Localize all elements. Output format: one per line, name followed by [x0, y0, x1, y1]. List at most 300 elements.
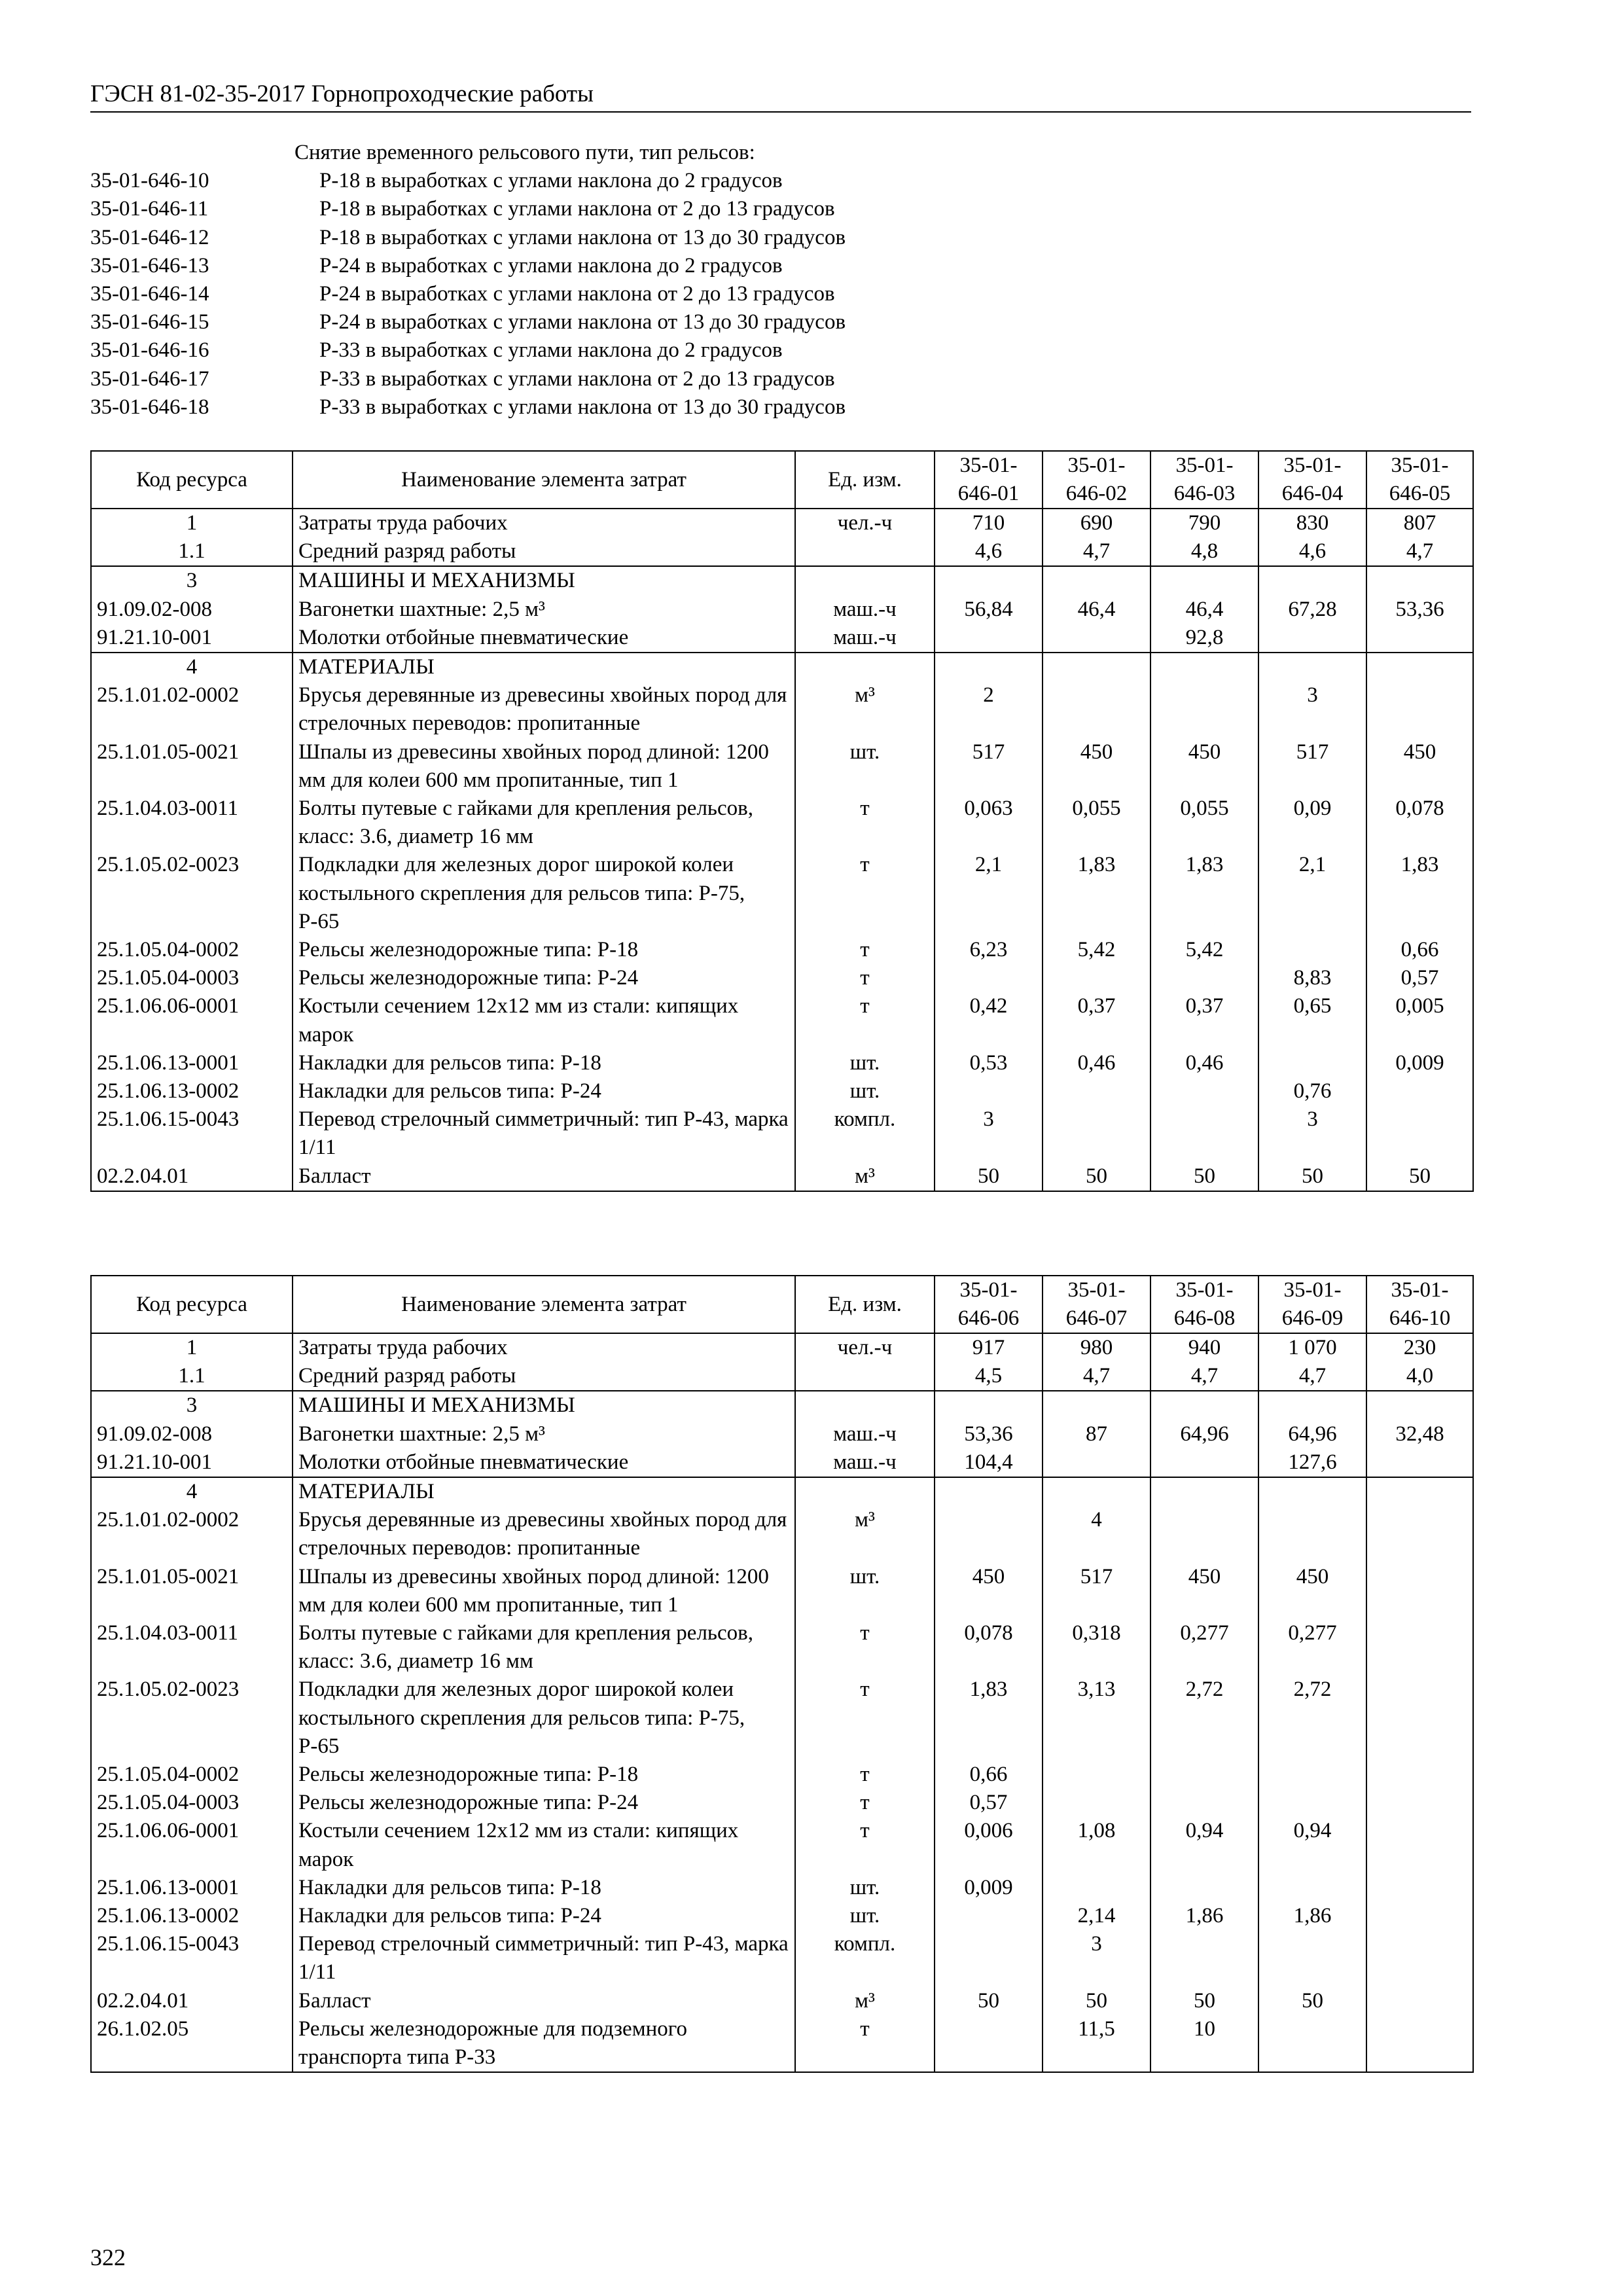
norm-value [1043, 1448, 1150, 1477]
resource-name: Балласт [293, 1162, 795, 1191]
norm-value [1043, 1874, 1150, 1902]
norm-value [1150, 1930, 1258, 1986]
column-header-norm: 35-01- 646-03 [1150, 451, 1258, 509]
norm-value: 517 [935, 738, 1043, 795]
norm-value: 0,063 [935, 795, 1043, 851]
column-header-unit: Ед. изм. [795, 451, 935, 509]
norm-value [1366, 1448, 1473, 1477]
table-row [91, 566, 1473, 595]
resource-code: 25.1.01.02-0002 [91, 681, 293, 738]
norm-value [1043, 653, 1150, 681]
resource-code: 25.1.05.04-0003 [91, 964, 293, 992]
resource-code: 1.1 [91, 537, 293, 566]
resource-name: Накладки для рельсов типа: Р-18 [293, 1049, 795, 1077]
table-row [91, 1789, 1473, 1817]
norm-value [1043, 1077, 1150, 1105]
norm-value: 4,7 [1043, 537, 1150, 566]
intro-item [90, 393, 1471, 422]
norm-value: 0,94 [1150, 1817, 1258, 1873]
norm-value: 10 [1150, 2015, 1258, 2072]
norm-value: 0,055 [1150, 795, 1258, 851]
resource-unit: т [795, 2015, 935, 2072]
intro-item-text: Р-24 в выработках с углами наклона от 2 до 13 градусов [319, 281, 835, 306]
resource-name: Подкладки для железных дорог широкой колеи костыльного скрепления для рельсов типа: Р-75, Р-65 [293, 851, 795, 936]
norm-value: 11,5 [1043, 2015, 1150, 2072]
table-row [91, 1477, 1473, 1506]
norm-value: 53,36 [935, 1420, 1043, 1448]
column-header-code: Код ресурса [91, 451, 293, 509]
norm-value: 980 [1043, 1333, 1150, 1362]
norm-value: 4,8 [1150, 537, 1258, 566]
norm-value [1366, 1506, 1473, 1562]
resource-name: Молотки отбойные пневматические [293, 1448, 795, 1477]
norm-value: 4,5 [935, 1362, 1043, 1391]
resource-code: 25.1.05.02-0023 [91, 851, 293, 936]
intro-item-code: 35-01-646-10 [90, 169, 209, 193]
resource-name: Накладки для рельсов типа: Р-24 [293, 1902, 795, 1930]
norm-value: 450 [1043, 738, 1150, 795]
resource-code: 25.1.06.13-0002 [91, 1902, 293, 1930]
norm-value [935, 964, 1043, 992]
norm-value: 0,65 [1258, 992, 1366, 1049]
resource-table-2 [90, 1275, 1474, 2073]
norm-value [1366, 1761, 1473, 1789]
norm-value: 104,4 [935, 1448, 1043, 1477]
norm-value: 1,83 [1043, 851, 1150, 936]
resource-name: Затраты труда рабочих [293, 509, 795, 537]
table-row [91, 992, 1473, 1049]
resource-code: 91.09.02-008 [91, 1420, 293, 1448]
resource-unit: т [795, 1676, 935, 1761]
norm-value: 32,48 [1366, 1420, 1473, 1448]
norm-value [1150, 964, 1258, 992]
norm-value: 127,6 [1258, 1448, 1366, 1477]
table-row [91, 1105, 1473, 1162]
norm-value: 3,13 [1043, 1676, 1150, 1761]
resource-unit: т [795, 936, 935, 964]
intro-item-code: 35-01-646-15 [90, 310, 209, 334]
column-header-norm: 35-01- 646-06 [935, 1276, 1043, 1333]
norm-value: 0,37 [1150, 992, 1258, 1049]
norm-value [1150, 653, 1258, 681]
norm-value: 64,96 [1258, 1420, 1366, 1448]
norm-value: 1,83 [1366, 851, 1473, 936]
norm-value: 0,42 [935, 992, 1043, 1049]
column-header-norm: 35-01- 646-04 [1258, 451, 1366, 509]
norm-value: 4,7 [1150, 1362, 1258, 1391]
norm-value: 1,83 [1150, 851, 1258, 936]
norm-value [935, 566, 1043, 595]
resource-code: 25.1.06.13-0001 [91, 1874, 293, 1902]
table-row [91, 1761, 1473, 1789]
table-row [91, 1874, 1473, 1902]
norm-value: 0,006 [935, 1817, 1043, 1873]
table-row [91, 964, 1473, 992]
norm-value: 790 [1150, 509, 1258, 537]
resource-code: 4 [91, 1477, 293, 1506]
resource-name: Рельсы железнодорожные типа: Р-24 [293, 964, 795, 992]
resource-code: 91.21.10-001 [91, 1448, 293, 1477]
resource-code: 25.1.06.15-0043 [91, 1105, 293, 1162]
table-row [91, 1506, 1473, 1562]
norm-value: 0,009 [935, 1874, 1043, 1902]
resource-name: Костыли сечением 12х12 мм из стали: кипящих марок [293, 1817, 795, 1873]
norm-value [1150, 566, 1258, 595]
resource-code: 25.1.01.02-0002 [91, 1506, 293, 1562]
norm-value: 1,86 [1258, 1902, 1366, 1930]
column-header-code: Код ресурса [91, 1276, 293, 1333]
column-header-norm: 35-01- 646-10 [1366, 1276, 1473, 1333]
intro-item [90, 195, 1471, 223]
resource-unit [795, 566, 935, 595]
table-row [91, 653, 1473, 681]
norm-value: 0,277 [1150, 1619, 1258, 1676]
norm-value [1043, 1391, 1150, 1420]
norm-value: 6,23 [935, 936, 1043, 964]
column-header-name: Наименование элемента затрат [293, 1276, 795, 1333]
resource-unit: маш.-ч [795, 624, 935, 653]
resource-unit: маш.-ч [795, 596, 935, 624]
resource-code: 1.1 [91, 1362, 293, 1391]
intro-item-code: 35-01-646-12 [90, 225, 209, 249]
resource-name: Болты путевые с гайками для крепления рельсов, класс: 3.6, диаметр 16 мм [293, 1619, 795, 1676]
table-row [91, 509, 1473, 537]
intro-item-text: Р-33 в выработках с углами наклона от 2 до 13 градусов [319, 367, 835, 391]
resource-unit [795, 1362, 935, 1391]
resource-code: 25.1.06.15-0043 [91, 1930, 293, 1986]
resource-name: Подкладки для железных дорог широкой колеи костыльного скрепления для рельсов типа: Р-75, Р-65 [293, 1676, 795, 1761]
norm-value [935, 624, 1043, 653]
norm-value: 2 [935, 681, 1043, 738]
norm-value: 50 [1043, 1162, 1150, 1191]
resource-unit: т [795, 1619, 935, 1676]
intro-title: Снятие временного рельсового пути, тип рельсов: [294, 141, 755, 164]
norm-value [935, 1077, 1043, 1105]
intro-item-text: Р-33 в выработках с углами наклона от 13 до 30 градусов [319, 395, 846, 419]
norm-value [1258, 1049, 1366, 1077]
resource-unit: шт. [795, 1049, 935, 1077]
norm-value: 50 [1043, 1987, 1150, 2015]
norm-value [935, 1391, 1043, 1420]
norm-value: 1,86 [1150, 1902, 1258, 1930]
norm-value: 50 [1150, 1162, 1258, 1191]
norm-value [1366, 1789, 1473, 1817]
resource-unit [795, 653, 935, 681]
intro-item [90, 365, 1471, 393]
page-number: 322 [90, 2244, 126, 2270]
norm-value [1366, 1619, 1473, 1676]
resource-code: 02.2.04.01 [91, 1162, 293, 1191]
norm-value: 517 [1043, 1563, 1150, 1619]
table-row [91, 1420, 1473, 1448]
resource-code: 91.09.02-008 [91, 596, 293, 624]
resource-unit: т [795, 964, 935, 992]
resource-name: МАШИНЫ И МЕХАНИЗМЫ [293, 1391, 795, 1420]
norm-value [935, 1902, 1043, 1930]
resource-code: 25.1.06.06-0001 [91, 1817, 293, 1873]
intro-item [90, 336, 1471, 365]
norm-value [1150, 1448, 1258, 1477]
resource-unit: т [795, 851, 935, 936]
norm-value [1258, 2015, 1366, 2072]
norm-value [1150, 1761, 1258, 1789]
norm-value [1043, 1789, 1150, 1817]
intro-item [90, 167, 1471, 195]
norm-value [1150, 681, 1258, 738]
resource-name: Рельсы железнодорожные типа: Р-24 [293, 1789, 795, 1817]
table-row [91, 1817, 1473, 1873]
norm-value: 4,7 [1258, 1362, 1366, 1391]
table-row [91, 1391, 1473, 1420]
table-row [91, 624, 1473, 653]
resource-code: 25.1.01.05-0021 [91, 738, 293, 795]
norm-value: 2,14 [1043, 1902, 1150, 1930]
norm-value: 0,57 [935, 1789, 1043, 1817]
norm-value: 4,0 [1366, 1362, 1473, 1391]
intro-item [90, 308, 1471, 336]
norm-value: 690 [1043, 509, 1150, 537]
norm-value [1043, 681, 1150, 738]
resource-name: Рельсы железнодорожные типа: Р-18 [293, 1761, 795, 1789]
norm-value: 0,76 [1258, 1077, 1366, 1105]
resource-name: Рельсы железнодорожные типа: Р-18 [293, 936, 795, 964]
resource-unit: т [795, 1817, 935, 1873]
norm-value [1366, 1817, 1473, 1873]
resource-unit: т [795, 795, 935, 851]
table-row [91, 1448, 1473, 1477]
norm-value: 2,72 [1150, 1676, 1258, 1761]
norm-value: 50 [1150, 1987, 1258, 2015]
intro-item-text: Р-33 в выработках с углами наклона до 2 градусов [319, 338, 783, 363]
norm-value: 46,4 [1043, 596, 1150, 624]
resource-unit: м³ [795, 1162, 935, 1191]
norm-value: 0,078 [935, 1619, 1043, 1676]
intro-item-text: Р-24 в выработках с углами наклона до 2 градусов [319, 253, 783, 278]
resource-name: Затраты труда рабочих [293, 1333, 795, 1362]
norm-value: 64,96 [1150, 1420, 1258, 1448]
resource-name: Средний разряд работы [293, 1362, 795, 1391]
resource-code: 3 [91, 1391, 293, 1420]
intro-item-text: Р-24 в выработках с углами наклона от 13 до 30 градусов [319, 310, 846, 334]
resource-unit: м³ [795, 1506, 935, 1562]
column-header-norm: 35-01- 646-07 [1043, 1276, 1150, 1333]
table-row [91, 2015, 1473, 2072]
resource-name: Шпалы из древесины хвойных пород длиной: 1200 мм для колеи 600 мм пропитанные, тип 1 [293, 738, 795, 795]
intro-item-text: Р-18 в выработках с углами наклона от 2 до 13 градусов [319, 197, 835, 221]
page-header [90, 77, 1471, 113]
norm-value: 1,08 [1043, 1817, 1150, 1873]
intro-item [90, 252, 1471, 280]
norm-value [1366, 1077, 1473, 1105]
norm-value [1043, 1105, 1150, 1162]
resource-name: Перевод стрелочный симметричный: тип Р-43, марка 1/11 [293, 1930, 795, 1986]
table-row [91, 1049, 1473, 1077]
resource-name: Костыли сечением 12х12 мм из стали: кипящих марок [293, 992, 795, 1049]
norm-value: 0,078 [1366, 795, 1473, 851]
resource-table-1 [90, 450, 1474, 1192]
norm-value [1258, 1789, 1366, 1817]
resource-code: 25.1.01.05-0021 [91, 1563, 293, 1619]
intro-item-code: 35-01-646-17 [90, 367, 209, 391]
intro-item-code: 35-01-646-18 [90, 395, 209, 419]
norm-value: 0,46 [1043, 1049, 1150, 1077]
norm-value [1043, 1477, 1150, 1506]
norm-value: 2,1 [935, 851, 1043, 936]
resource-unit: компл. [795, 1930, 935, 1986]
norm-value [1366, 1930, 1473, 1986]
norm-value [935, 653, 1043, 681]
resource-name: Шпалы из древесины хвойных пород длиной: 1200 мм для колеи 600 мм пропитанные, тип 1 [293, 1563, 795, 1619]
table-row [91, 1077, 1473, 1105]
resource-name: Балласт [293, 1987, 795, 2015]
norm-value: 0,57 [1366, 964, 1473, 992]
resource-code: 25.1.05.04-0002 [91, 1761, 293, 1789]
norm-value [1043, 624, 1150, 653]
resource-unit: маш.-ч [795, 1420, 935, 1448]
norm-value: 8,83 [1258, 964, 1366, 992]
intro-item [90, 224, 1471, 252]
resource-code: 25.1.05.04-0003 [91, 1789, 293, 1817]
resource-unit: чел.-ч [795, 1333, 935, 1362]
resource-name: Вагонетки шахтные: 2,5 м³ [293, 1420, 795, 1448]
table-row [91, 681, 1473, 738]
resource-unit: шт. [795, 1902, 935, 1930]
norm-value: 917 [935, 1333, 1043, 1362]
resource-unit [795, 1391, 935, 1420]
resource-code: 25.1.05.04-0002 [91, 936, 293, 964]
resource-unit: шт. [795, 738, 935, 795]
norm-value [1258, 1761, 1366, 1789]
resource-name: МАШИНЫ И МЕХАНИЗМЫ [293, 566, 795, 595]
norm-value: 50 [1258, 1987, 1366, 2015]
norm-value: 46,4 [1150, 596, 1258, 624]
norm-value: 0,46 [1150, 1049, 1258, 1077]
resource-unit: шт. [795, 1874, 935, 1902]
table-row [91, 537, 1473, 566]
norm-value: 2,1 [1258, 851, 1366, 936]
column-header-norm: 35-01- 646-02 [1043, 451, 1150, 509]
resource-unit: шт. [795, 1077, 935, 1105]
norm-value: 0,318 [1043, 1619, 1150, 1676]
norm-value [935, 1477, 1043, 1506]
norm-value: 1 070 [1258, 1333, 1366, 1362]
norm-value [1258, 1874, 1366, 1902]
resource-code: 25.1.06.13-0001 [91, 1049, 293, 1077]
norm-value: 0,37 [1043, 992, 1150, 1049]
norm-value: 1,83 [935, 1676, 1043, 1761]
norm-value: 4,6 [935, 537, 1043, 566]
resource-name: МАТЕРИАЛЫ [293, 653, 795, 681]
norm-value: 4 [1043, 1506, 1150, 1562]
resource-name: Накладки для рельсов типа: Р-24 [293, 1077, 795, 1105]
norm-value [1366, 624, 1473, 653]
norm-value: 53,36 [1366, 596, 1473, 624]
norm-value: 4,7 [1043, 1362, 1150, 1391]
resource-code: 25.1.04.03-0011 [91, 795, 293, 851]
norm-value: 50 [935, 1162, 1043, 1191]
resource-unit: м³ [795, 681, 935, 738]
resource-code: 26.1.02.05 [91, 2015, 293, 2072]
resource-code: 1 [91, 509, 293, 537]
norm-value [1258, 936, 1366, 964]
norm-value: 0,53 [935, 1049, 1043, 1077]
norm-value [1366, 1391, 1473, 1420]
table-row [91, 1987, 1473, 2015]
norm-value [1258, 653, 1366, 681]
norm-value: 5,42 [1150, 936, 1258, 964]
resource-name: Вагонетки шахтные: 2,5 м³ [293, 596, 795, 624]
norm-value [1366, 1477, 1473, 1506]
table-row [91, 1362, 1473, 1391]
resource-code: 1 [91, 1333, 293, 1362]
norm-value: 517 [1258, 738, 1366, 795]
column-header-norm: 35-01- 646-05 [1366, 451, 1473, 509]
norm-value [1150, 1789, 1258, 1817]
table-row [91, 1676, 1473, 1761]
norm-value [1258, 566, 1366, 595]
norm-value [1366, 566, 1473, 595]
norm-value: 0,94 [1258, 1817, 1366, 1873]
norm-value: 830 [1258, 509, 1366, 537]
norm-value: 50 [1366, 1162, 1473, 1191]
resource-code: 4 [91, 653, 293, 681]
norm-value: 807 [1366, 509, 1473, 537]
resource-name: Накладки для рельсов типа: Р-18 [293, 1874, 795, 1902]
intro-item-code: 35-01-646-14 [90, 281, 209, 306]
column-header-unit: Ед. изм. [795, 1276, 935, 1333]
norm-value [1366, 653, 1473, 681]
norm-value: 0,66 [1366, 936, 1473, 964]
table-row [91, 1333, 1473, 1362]
norm-value [1258, 1477, 1366, 1506]
norm-value: 0,005 [1366, 992, 1473, 1049]
table-row [91, 1619, 1473, 1676]
resource-code: 3 [91, 566, 293, 595]
norm-value [1150, 1105, 1258, 1162]
norm-value: 2,72 [1258, 1676, 1366, 1761]
column-header-name: Наименование элемента затрат [293, 451, 795, 509]
resource-name: Средний разряд работы [293, 537, 795, 566]
table-row [91, 596, 1473, 624]
norm-value: 450 [1150, 738, 1258, 795]
norm-value: 0,009 [1366, 1049, 1473, 1077]
resource-code: 25.1.06.13-0002 [91, 1077, 293, 1105]
resource-unit [795, 1477, 935, 1506]
norm-value: 450 [1366, 738, 1473, 795]
intro-item-code: 35-01-646-11 [90, 197, 209, 221]
norm-value [1150, 1874, 1258, 1902]
norm-value: 4,7 [1366, 537, 1473, 566]
table-row [91, 1563, 1473, 1619]
table-row [91, 795, 1473, 851]
norm-value: 710 [935, 509, 1043, 537]
resource-name: Молотки отбойные пневматические [293, 624, 795, 653]
resource-name: Перевод стрелочный симметричный: тип Р-43, марка 1/11 [293, 1105, 795, 1162]
resource-unit: м³ [795, 1987, 935, 2015]
intro-list [90, 139, 1471, 422]
norm-value [1366, 2015, 1473, 2072]
intro-item-text: Р-18 в выработках с углами наклона до 2 градусов [319, 169, 783, 193]
table-header-row [91, 451, 1473, 509]
intro-item [90, 280, 1471, 308]
norm-value [1366, 1563, 1473, 1619]
norm-value: 450 [1258, 1563, 1366, 1619]
norm-value: 450 [1150, 1563, 1258, 1619]
norm-value [935, 1506, 1043, 1562]
column-header-norm: 35-01- 646-09 [1258, 1276, 1366, 1333]
resource-unit: т [795, 1789, 935, 1817]
norm-value [1366, 1987, 1473, 2015]
